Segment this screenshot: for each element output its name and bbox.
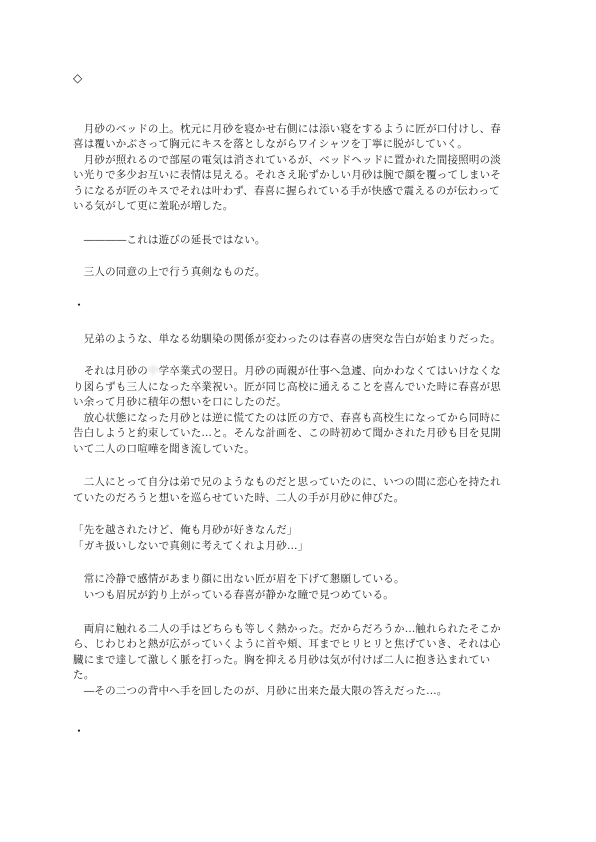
text-line: 放心状態になった月砂とは逆に慌てたのは匠の方で、春喜も高校生になってから同時に: [73, 412, 501, 424]
section-dot: ・: [73, 724, 86, 738]
text-line: 両肩に触れる二人の手はどちらも等しく熱かった。だからだろうか…触れられたそこか: [73, 623, 501, 635]
text-line: 二人にとって自分は弟で兄のようなものだと思っていたのに、いつの間に恋心を持たれ: [73, 476, 501, 488]
text-line: いる気がして更に羞恥が増した。: [73, 200, 234, 212]
dialogue-line: 「先を越されたけど、俺も月砂が好きなんだ」: [73, 524, 298, 536]
text-line: 月砂のベッドの上。枕元に月砂を寝かせ右側には添い寝をするように匠が口付けし、春: [73, 123, 501, 135]
text-line: ―その二つの背中へ手を回したのが、月砂に出来た最大限の答えだった…。: [73, 685, 448, 697]
text-segment: 学卒業式の翌日。月砂の両親が仕事へ急遽、向かわなくてはいけなくな: [158, 365, 502, 377]
text-line: 三人の同意の上で行う真剣なものだ。: [73, 266, 266, 278]
section-marker: ◇: [73, 71, 83, 85]
text-line: い光りで多少お互いに表情は見える。それさえ恥ずかしい月砂は腕で顔を覆ってしまいそ: [73, 169, 501, 181]
text-line: 常に冷静で感情があまり顔に出ない匠が眉を下げて懇願している。: [73, 573, 405, 585]
text-line: 兄弟のような、単なる幼馴染の関係が変わったのは春喜の唐突な告白が始まりだった。: [73, 333, 501, 345]
text-line: [73, 364, 525, 379]
text-line: 告白しようと約束していた…と。そんな計画を、この時初めて聞かされた月砂も目を見開: [73, 427, 501, 439]
text-line: 臓にまで達して激しく脈を打った。胸を抑える月砂は気が付けば二人に抱き込まれてい: [73, 654, 491, 666]
text-segment: それは月砂の: [73, 365, 148, 377]
text-line: ていたのだろうと想いを巡らせていた時、二人の手が月砂に伸びた。: [73, 492, 405, 504]
text-line: り図らずも三人になった卒業祝い。匠が同じ高校に通えることを喜んでいた時に春喜が思: [73, 381, 501, 393]
text-line: ら、じわじわと熱が広がっていくように首や頬、耳までヒリヒリと焦げていき、それは心: [73, 638, 501, 650]
blurred-text: 中: [147, 365, 159, 377]
dialogue-line: 「ガキ扱いしないで真剣に考えてくれよ月砂…」: [73, 540, 309, 552]
text-line: 喜は覆いかぶさって胸元にキスを落としながらワイシャツを丁寧に脱がしていく。: [73, 138, 468, 150]
text-line: 月砂が照れるので部屋の電気は消されているが、ベッドヘッドに置かれた間接照明の淡: [73, 154, 501, 166]
section-dot: ・: [73, 298, 86, 312]
text-line: ――――これは遊びの延長ではない。: [73, 234, 266, 246]
text-line: うになるが匠のキスでそれは叶わず、春喜に握られている手が快感で震えるのが伝わって: [73, 185, 500, 197]
text-line: いつも眉尻が釣り上がっている春喜が静かな瞳で見つめている。: [73, 589, 394, 601]
text-line: た。: [73, 669, 95, 681]
text-line: いて二人の口喧嘩を聞き流していた。: [73, 443, 255, 455]
text-line: い余って月砂に積年の想いを口にしたのだ。: [73, 396, 287, 408]
